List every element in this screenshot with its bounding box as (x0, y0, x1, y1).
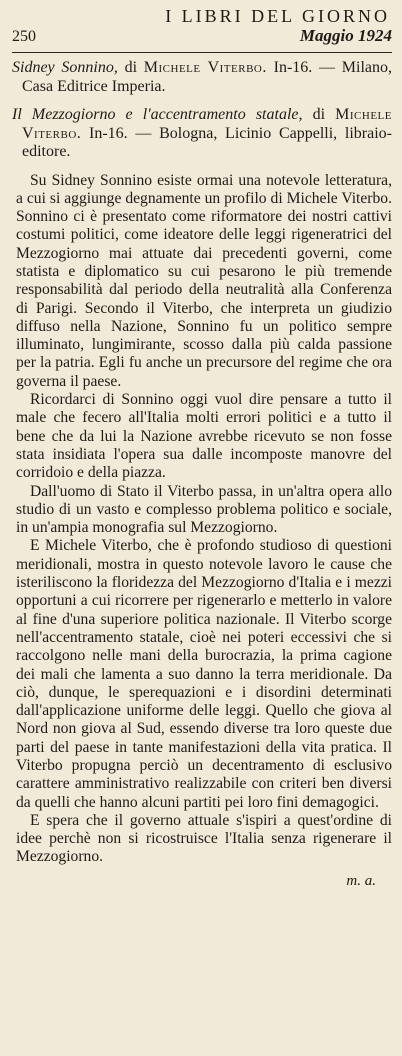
book-details: In-16. — Bologna, Licinio Cappelli, libraio-editore. (22, 124, 392, 160)
book-entry-mezzogiorno (12, 106, 392, 162)
book-title: Il Mezzogiorno e l'accentramento statale, (12, 106, 303, 123)
book-entry-sonnino (12, 59, 392, 96)
book-by: di (302, 106, 336, 123)
page-header (12, 26, 392, 48)
book-by: di (117, 59, 144, 76)
header-divider (12, 52, 392, 53)
review-paragraph: Ricordarci di Sonnino oggi vuol dire pensare a tutto il male che fecero all'Italia molti errori politici e a tutto il bene che da lui la Nazione avrebbe ricevuto se non fosse stata insidiata l'opera sua dalle incomposte manovre del corridoio e della piazza. (16, 391, 392, 482)
book-details: In-16. — Milano, Casa Editrice Imperia. (22, 59, 392, 95)
review-paragraph: E spera che il governo attuale s'ispiri a quest'ordine di idee perchè non si ricostruisce l'Italia senza rigenerare il Mezzogiorno. (16, 811, 392, 866)
reviewer-signature: m. a. (346, 872, 376, 889)
review-paragraph: Su Sidney Sonnino esiste ormai una notevole letteratura, a cui si aggiunge degnamente un profilo di Michele Viterbo. Sonnino ci è presentato come riformatore dei nostri cattivi costumi politici, come ideatore delle leggi rigeneratrici del Mezzogiorno mai attuate dai precedenti governi, come statista e diplomatico su cui pesarono le più tremende responsabilità dal periodo della neutralità alla Conferenza di Parigi. Secondo il Viterbo, che interpreta un giudizio diffuso nella Nazione, Sonnino fu un politico sempre illuminato, lungimirante, scosso dalla più calda passione per la patria. Egli fu anche un precursore del regime che ora governa il paese. (16, 171, 392, 390)
page-number: 250 (12, 28, 36, 45)
book-author: Michele Viterbo. (143, 59, 267, 76)
review-body (12, 172, 392, 867)
review-paragraph: Dall'uomo di Stato il Viterbo passa, in un'altra opera allo studio di un vasto e complesso problema politico e sociale, in un'ampia monografia sul Mezzogiorno. (16, 482, 392, 537)
book-author: Michele Viterbo. (22, 106, 392, 142)
book-title: Sidney Sonnino, (12, 59, 118, 76)
review-paragraph: E Michele Viterbo, che è profondo studioso di questioni meridionali, mostra in questo notevole lavoro le cause che isteriliscono la floridezza del Mezzogiorno d'Italia e i mezzi opportuni a cui ricorrere per rigenerarlo e metterlo in valore al fine d'una superiore politica nazionale. Il Viterbo scorge nell'accentramento statale, cioè nei poteri eccessivi che si raccolgono nelle mani della burocrazia, la prima cagione dei mali che lamenta a suo danno la terra meridionale. Da ciò, dunque, le sperequazioni e i disordini determinati dall'applicazione uniforme delle leggi. Quello che giova al Nord non giova al Sud, essendo diverse tra loro queste due parti del paese in tante manifestazioni della vita pratica. Il Viterbo propugna perciò un decentramento di esclusivo carattere amministrativo realizzabile con criteri ben diversi da quelli che hanno alcuni partiti pei loro fini demagogici. (16, 537, 392, 811)
running-title: I LIBRI DEL GIORNO (165, 6, 390, 26)
issue-date: Maggio 1924 (299, 26, 392, 45)
